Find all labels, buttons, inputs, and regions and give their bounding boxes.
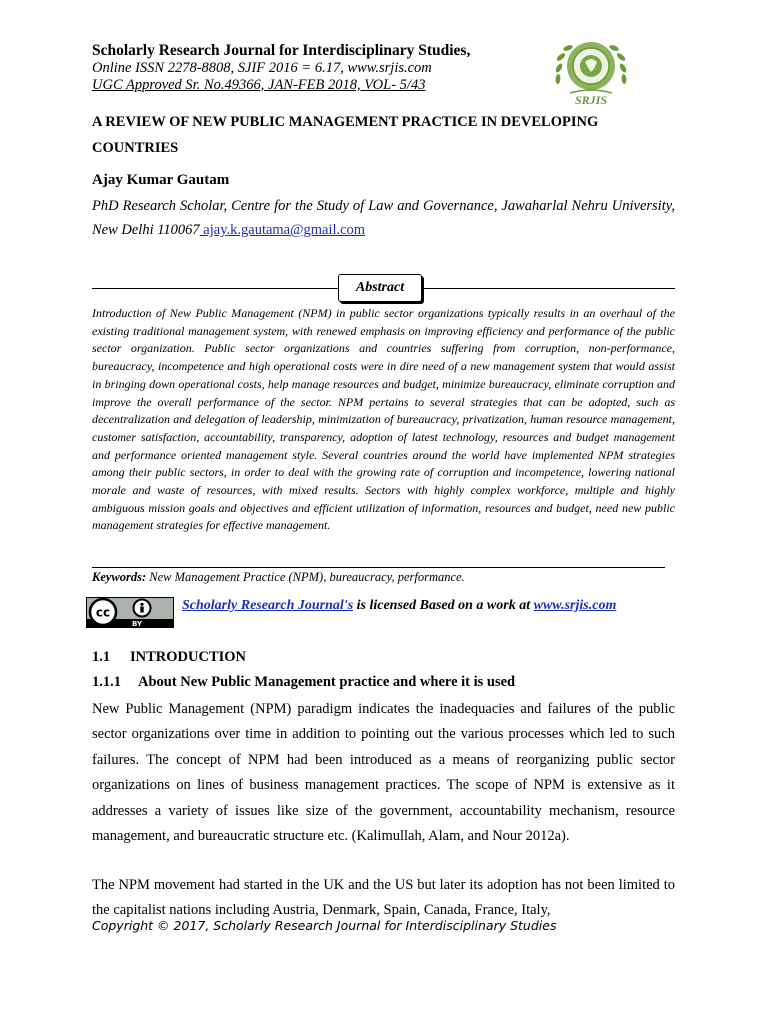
author-affiliation: [92, 194, 675, 242]
body-paragraph-1: New Public Management (NPM) paradigm indicates the inadequacies and failures of the public sector organizations over time in addition to pointing out the various processes which led to such failures. The concept of NPM had been introduced as a means of reorganizing public sector organizations on lines of business management practices. The scope of NPM is extensive as it addresses a variety of issues like size of the government, accountability mechanism, resource management, and bureaucratic structure etc. (Kalimullah, Alam, and Nour 2012a).: [92, 701, 675, 845]
abstract-end-divider: [92, 567, 665, 568]
subsection-heading: [92, 674, 515, 691]
journal-issn-line: Online ISSN 2278-8808, SJIF 2016 = 6.17, www.srjis.com: [92, 60, 432, 76]
author-name: Ajay Kumar Gautam: [92, 172, 230, 188]
section-heading-introduction: [92, 649, 246, 666]
abstract-text: Introduction of New Public Management (NPM) in public sector organizations typically results in an overhaul of the existing traditional management system, with renewed emphasis on improving efficiency and performance of the public sector organization. Public sector organizations and countries suffering from corruption, non-performance, bureaucracy, incompetence and high operational costs were in dire need of a new management system that would assist in bringing down operational costs, help manage resources and budget, minimize bureaucracy, eliminate corruption and improve the overall performance of the sector. NPM pertains to several strategies that can be adopted, such as decentralization and delegation of leadership, minimization of bureaucracy, privatization, human resource management, customer satisfaction, accountability, transparency, adoption of latest technology, resources and budget management and performance oriented management style. Several countries around the world have implemented NPM strategies among their public sectors, in order to deal with the growing rate of corruption and incompetence, lowering national morale and waste of resources, with mixed results. Sectors with highly complex workforce, multiple and highly ambiguous mission goals and objectives and efficient utilization of information, resources and budget, need new public management strategies for effective management.: [92, 306, 675, 533]
subsection-title: About New Public Management practice and where it is used: [138, 674, 516, 690]
journal-ugc-line: UGC Approved Sr. No.49366, JAN-FEB 2018, VOL- 5/43: [92, 77, 426, 93]
affiliation-text: PhD Research Scholar, Centre for the Study of Law and Governance, Jawaharlal Nehru University, New Delhi 110067: [92, 198, 675, 238]
keywords-label: Keywords:: [92, 570, 147, 584]
svg-text:cc: cc: [95, 605, 111, 620]
logo-text: SRJIS: [575, 93, 608, 107]
srjis-website-link[interactable]: www.srjis.com: [533, 598, 617, 613]
cc-by-license-icon[interactable]: [86, 597, 174, 628]
abstract-heading: Abstract: [338, 274, 422, 302]
article-title: A REVIEW OF NEW PUBLIC MANAGEMENT PRACTICE IN DEVELOPING COUNTRIES: [92, 114, 599, 156]
keywords-line: [92, 570, 465, 585]
section-number: 1.1: [92, 649, 111, 665]
copyright-footer: Copyright © 2017, Scholarly Research Journal for Interdisciplinary Studies: [92, 918, 557, 933]
cc-by-label: BY: [132, 620, 143, 628]
license-statement: [182, 598, 616, 614]
subsection-number: 1.1.1: [92, 674, 121, 690]
keywords-text: New Management Practice (NPM), bureaucracy, performance.: [146, 570, 465, 584]
journal-license-link[interactable]: Scholarly Research Journal's: [182, 598, 354, 613]
journal-name: Scholarly Research Journal for Interdisciplinary Studies,: [92, 42, 471, 59]
body-paragraph-2: The NPM movement had started in the UK and the US but later its adoption has not been limited to the capitalist nations including Austria, Denmark, Spain, Canada, France, Italy,: [92, 877, 675, 919]
author-email-link[interactable]: ajay.k.gautama@gmail.com: [199, 222, 366, 238]
section-title: INTRODUCTION: [130, 649, 247, 665]
license-middle-text: is licensed Based on a work at: [353, 598, 534, 613]
